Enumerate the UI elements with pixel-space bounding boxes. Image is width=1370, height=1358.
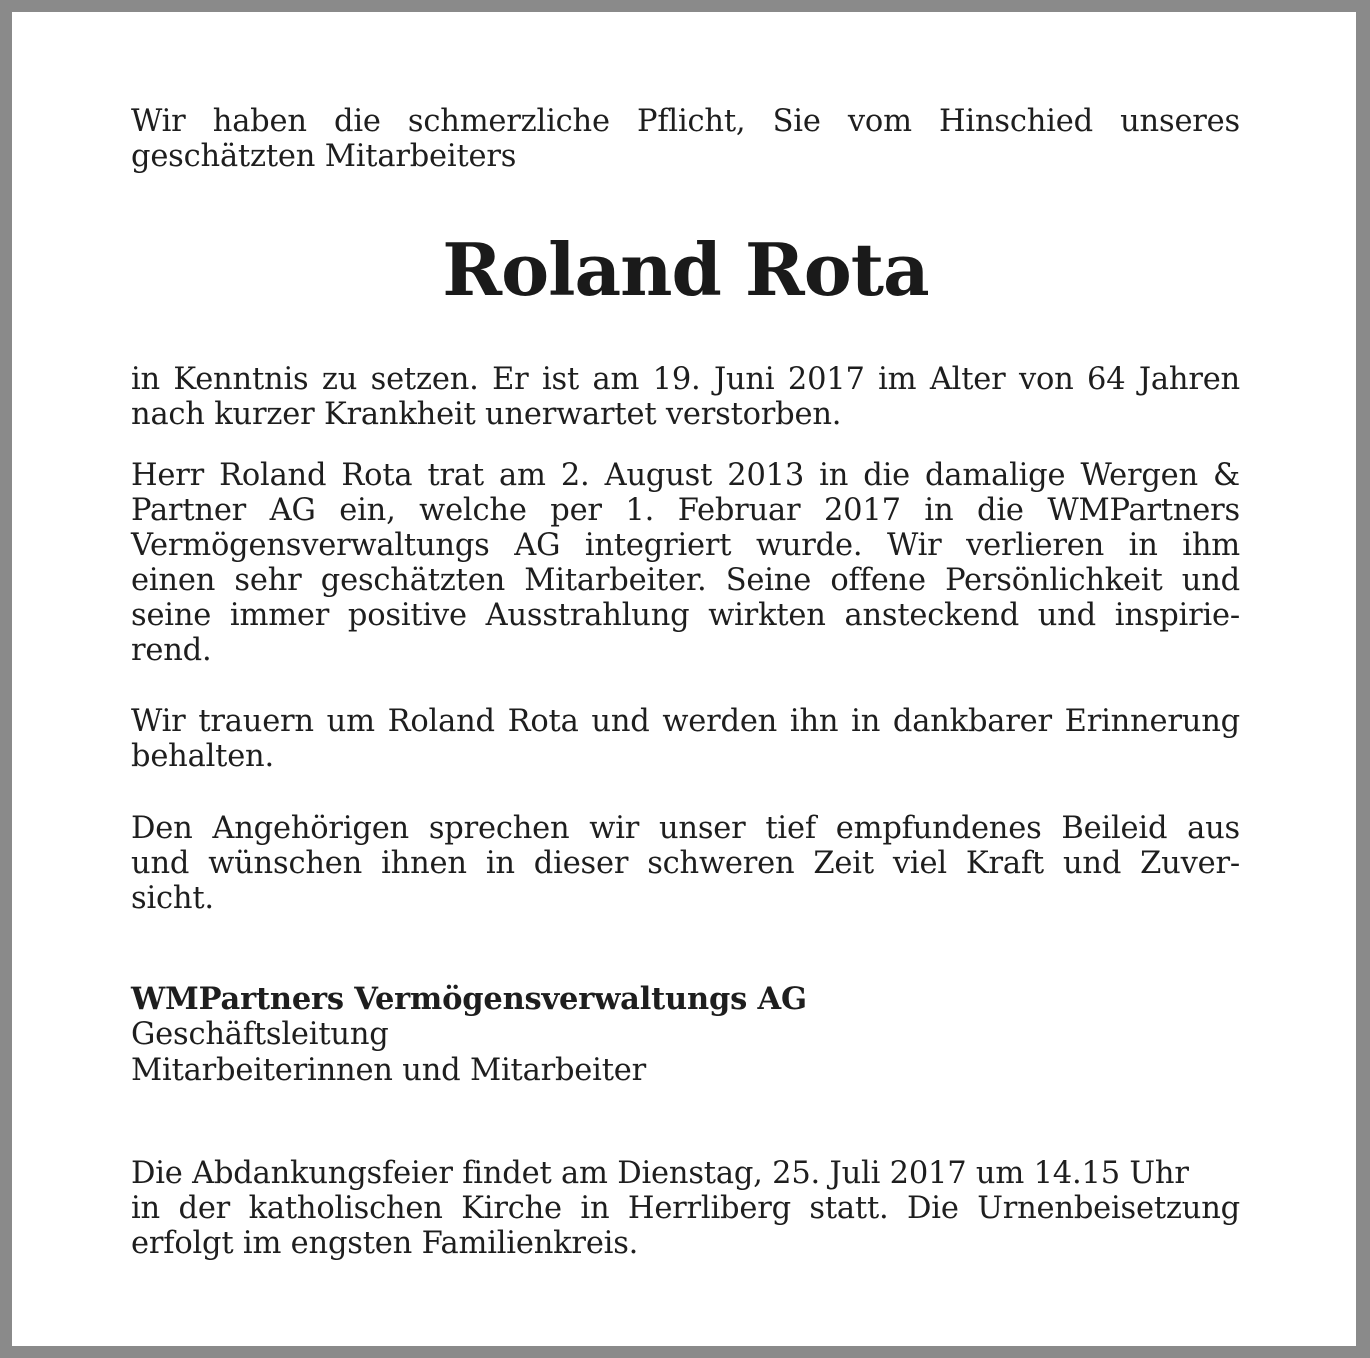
signature-block	[131, 981, 1240, 1089]
biography-paragraph	[131, 458, 1240, 668]
biography-line-6: rend.	[131, 633, 212, 668]
ceremony-paragraph	[131, 1156, 1240, 1261]
intro-line-1: Wir haben die schmerzliche Pflicht, Sie vom Hinschied unseres	[131, 104, 1240, 139]
biography-line-3: Vermögensverwaltungs AG integriert wurde. Wir verlieren in ihm	[131, 528, 1240, 563]
mourning-line-2: behalten.	[131, 739, 275, 774]
condolence-line-3: sicht.	[131, 881, 214, 916]
mourning-paragraph	[131, 704, 1240, 774]
death-notice-line-2: nach kurzer Krankheit unerwartet verstorben.	[131, 397, 842, 432]
biography-line-4: einen sehr geschätzten Mitarbeiter. Seine offene Persönlichkeit und	[131, 563, 1240, 598]
ceremony-line-3: erfolgt im engsten Familienkreis.	[131, 1226, 639, 1261]
condolence-paragraph	[131, 811, 1240, 916]
signature-management: Geschäftsleitung	[131, 1017, 389, 1052]
condolence-line-1: Den Angehörigen sprechen wir unser tief empfundenes Beileid aus	[131, 811, 1240, 846]
company-name: WMPartners Vermögensverwaltungs AG	[131, 981, 807, 1017]
ceremony-line-1: Die Abdankungsfeier findet am Dienstag, 25. Juli 2017 um 14.15 Uhr	[131, 1156, 1189, 1191]
deceased-name: Roland Rota	[442, 227, 929, 312]
ceremony-line-2: in der katholischen Kirche in Herrliberg statt. Die Urnenbeisetzung	[131, 1191, 1240, 1226]
intro-line-2: geschätzten Mitarbeiters	[131, 139, 517, 174]
biography-line-2: Partner AG ein, welche per 1. Februar 2017 in die WMPartners	[131, 493, 1240, 528]
death-notice-paragraph	[131, 362, 1240, 432]
biography-line-1: Herr Roland Rota trat am 2. August 2013 in die damalige Wergen &	[131, 458, 1240, 493]
death-notice-line-1: in Kenntnis zu setzen. Er ist am 19. Juni 2017 im Alter von 64 Jahren	[131, 362, 1240, 397]
condolence-line-2: und wünschen ihnen in dieser schweren Zeit viel Kraft und Zuver-	[131, 846, 1240, 881]
intro-paragraph	[131, 104, 1240, 174]
obituary-page	[12, 12, 1356, 1346]
signature-staff: Mitarbeiterinnen und Mitarbeiter	[131, 1053, 646, 1088]
mourning-line-1: Wir trauern um Roland Rota und werden ihn in dankbarer Erinnerung	[131, 704, 1240, 739]
biography-line-5: seine immer positive Ausstrahlung wirkten ansteckend und inspirie-	[131, 598, 1240, 633]
